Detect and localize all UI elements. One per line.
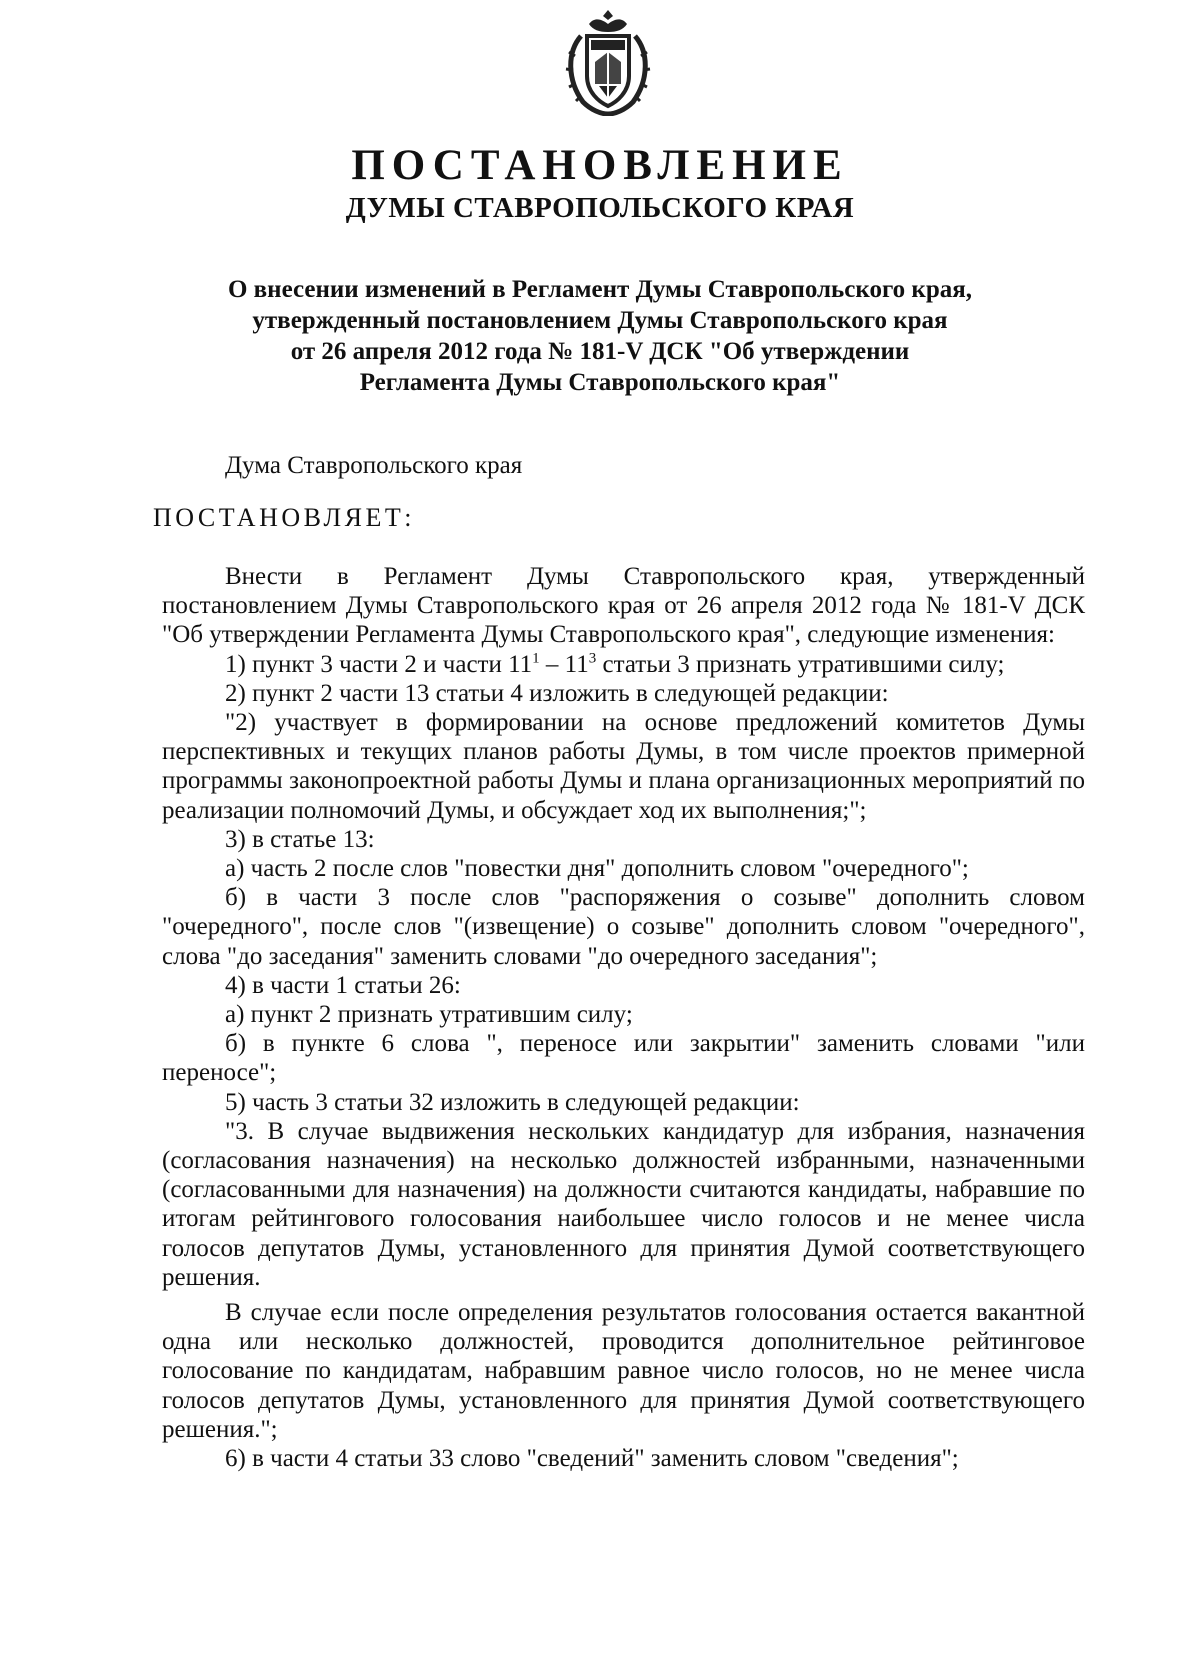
- item-5-quote-2: В случае если после определения результатов голосования остается вакантной одна или несколько должностей, проводится дополнительное рейтинговое голосование по кандидатам, набравшим равное число голосов, но не менее числа голосов депутатов Думы, установленного для принятия Думой соответствующего решения.";: [162, 1299, 1085, 1443]
- document-body: [162, 562, 1085, 1473]
- subject-line: О внесении изменений в Регламент Думы Ставропольского края,: [227, 276, 973, 303]
- emblem-icon: [561, 6, 655, 116]
- item-2: 2) пункт 2 части 13 статьи 4 изложить в следующей редакции:: [225, 679, 889, 707]
- document-subject: [150, 274, 1050, 398]
- resolves-heading: ПОСТАНОВЛЯЕТ:: [153, 503, 415, 532]
- coat-of-arms-emblem: [561, 6, 655, 116]
- item-5: 5) часть 3 статьи 32 изложить в следующей редакции:: [225, 1088, 800, 1116]
- intro-paragraph: Внести в Регламент Думы Ставропольского края, утвержденный постановлением Думы Ставропольского края от 26 апреля 2012 года № 181-V ДСК "Об утверждении Регламента Думы Ставропольского края", следующие изменения:: [162, 563, 1085, 649]
- item-3a: а) часть 2 после слов "повестки дня" дополнить словом "очередного";: [225, 855, 969, 883]
- item-4b: б) в пункте 6 слова ", переносе или закрытии" заменить словами "или переносе";: [162, 1030, 1085, 1087]
- item-3: 3) в статье 13:: [225, 825, 375, 853]
- item-4a: а) пункт 2 признать утратившим силу;: [225, 1001, 633, 1029]
- item-4: 4) в части 1 статьи 26:: [225, 971, 461, 999]
- issuing-body: Дума Ставропольского края: [225, 452, 523, 479]
- item-1: 1) пункт 3 части 2 и части $11^1 - 11^3$ статьи 3 признать утратившими силу;: [225, 650, 1005, 678]
- subject-line: Регламента Думы Ставропольского края": [359, 369, 841, 396]
- subject-line: от 26 апреля 2012 года № 181-V ДСК "Об утверждении: [290, 338, 910, 365]
- document-issuer-title: ДУМЫ СТАВРОПОЛЬСКОГО КРАЯ: [345, 192, 855, 224]
- item-2-quote: "2) участвует в формировании на основе предложений комитетов Думы перспективных и текущих планов работы Думы, в том числе проектов примерной программы законопроектной работы Думы и плана организационных мероприятий по реализации полномочий Думы, и обсуждает ход их выполнения;";: [162, 709, 1085, 824]
- item-5-quote-1: "3. В случае выдвижения нескольких кандидатур для избрания, назначения (согласования назначения) на несколько должностей избранными, назначенными (согласованными для назначения) на должности считаются кандидаты, набравшие по итогам рейтингового голосования наибольшее число голосов и не менее числа голосов депутатов Думы, установленного для принятия Думой соответствующего решения.: [162, 1117, 1085, 1291]
- document-title: ПОСТАНОВЛЕНИЕ: [351, 142, 849, 189]
- item-6: 6) в части 4 статьи 33 слово "сведений" заменить словом "сведения";: [225, 1445, 959, 1473]
- subject-line: утвержденный постановлением Думы Ставропольского края: [252, 307, 948, 334]
- item-3b: б) в части 3 после слов "распоряжения о созыве" дополнить словом "очередного", после слов "(извещение) о созыве" дополнить словом "очередного", слова "до заседания" заменить словами "до очередного заседания";: [162, 884, 1085, 970]
